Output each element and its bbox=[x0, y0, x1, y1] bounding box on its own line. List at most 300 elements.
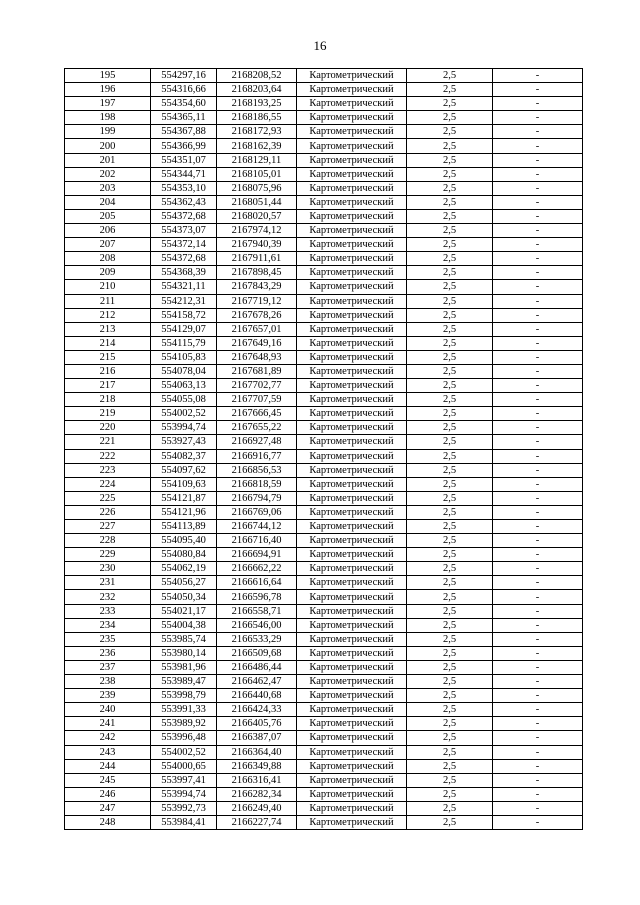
description-cell: - bbox=[493, 520, 583, 534]
point-number-cell: 247 bbox=[65, 801, 151, 815]
table-row bbox=[65, 618, 583, 632]
table-row bbox=[65, 111, 583, 125]
point-number-cell: 218 bbox=[65, 393, 151, 407]
description-cell: - bbox=[493, 449, 583, 463]
x-coordinate-cell: 553994,74 bbox=[151, 787, 217, 801]
y-coordinate-cell: 2167843,29 bbox=[217, 280, 297, 294]
y-coordinate-cell: 2168162,39 bbox=[217, 139, 297, 153]
method-cell: Картометрический bbox=[297, 689, 407, 703]
x-coordinate-cell: 554365,11 bbox=[151, 111, 217, 125]
description-cell: - bbox=[493, 759, 583, 773]
point-number-cell: 231 bbox=[65, 576, 151, 590]
precision-cell: 2,5 bbox=[407, 421, 493, 435]
x-coordinate-cell: 554129,07 bbox=[151, 322, 217, 336]
description-cell: - bbox=[493, 224, 583, 238]
description-cell: - bbox=[493, 801, 583, 815]
precision-cell: 2,5 bbox=[407, 308, 493, 322]
y-coordinate-cell: 2166249,40 bbox=[217, 801, 297, 815]
x-coordinate-cell: 554351,07 bbox=[151, 153, 217, 167]
x-coordinate-cell: 553981,96 bbox=[151, 660, 217, 674]
y-coordinate-cell: 2166616,64 bbox=[217, 576, 297, 590]
point-number-cell: 225 bbox=[65, 491, 151, 505]
point-number-cell: 230 bbox=[65, 562, 151, 576]
y-coordinate-cell: 2166596,78 bbox=[217, 590, 297, 604]
precision-cell: 2,5 bbox=[407, 379, 493, 393]
description-cell: - bbox=[493, 675, 583, 689]
y-coordinate-cell: 2167898,45 bbox=[217, 266, 297, 280]
table-row bbox=[65, 689, 583, 703]
table-row bbox=[65, 477, 583, 491]
y-coordinate-cell: 2167681,89 bbox=[217, 364, 297, 378]
table-row bbox=[65, 266, 583, 280]
description-cell: - bbox=[493, 336, 583, 350]
method-cell: Картометрический bbox=[297, 167, 407, 181]
table-row bbox=[65, 435, 583, 449]
y-coordinate-cell: 2167657,01 bbox=[217, 322, 297, 336]
x-coordinate-cell: 554105,83 bbox=[151, 350, 217, 364]
method-cell: Картометрический bbox=[297, 618, 407, 632]
x-coordinate-cell: 553991,33 bbox=[151, 703, 217, 717]
y-coordinate-cell: 2168172,93 bbox=[217, 125, 297, 139]
table-row bbox=[65, 773, 583, 787]
description-cell: - bbox=[493, 393, 583, 407]
table-row bbox=[65, 379, 583, 393]
point-number-cell: 203 bbox=[65, 181, 151, 195]
point-number-cell: 246 bbox=[65, 787, 151, 801]
precision-cell: 2,5 bbox=[407, 491, 493, 505]
point-number-cell: 222 bbox=[65, 449, 151, 463]
method-cell: Картометрический bbox=[297, 125, 407, 139]
description-cell: - bbox=[493, 590, 583, 604]
description-cell: - bbox=[493, 69, 583, 83]
table-row bbox=[65, 576, 583, 590]
precision-cell: 2,5 bbox=[407, 449, 493, 463]
precision-cell: 2,5 bbox=[407, 83, 493, 97]
description-cell: - bbox=[493, 111, 583, 125]
x-coordinate-cell: 554321,11 bbox=[151, 280, 217, 294]
precision-cell: 2,5 bbox=[407, 717, 493, 731]
x-coordinate-cell: 554372,14 bbox=[151, 238, 217, 252]
point-number-cell: 242 bbox=[65, 731, 151, 745]
table-row bbox=[65, 364, 583, 378]
method-cell: Картометрический bbox=[297, 787, 407, 801]
x-coordinate-cell: 554062,19 bbox=[151, 562, 217, 576]
method-cell: Картометрический bbox=[297, 421, 407, 435]
method-cell: Картометрический bbox=[297, 491, 407, 505]
x-coordinate-cell: 554097,62 bbox=[151, 463, 217, 477]
method-cell: Картометрический bbox=[297, 238, 407, 252]
method-cell: Картометрический bbox=[297, 646, 407, 660]
precision-cell: 2,5 bbox=[407, 815, 493, 829]
point-number-cell: 228 bbox=[65, 534, 151, 548]
description-cell: - bbox=[493, 787, 583, 801]
x-coordinate-cell: 553994,74 bbox=[151, 421, 217, 435]
x-coordinate-cell: 554366,99 bbox=[151, 139, 217, 153]
x-coordinate-cell: 554050,34 bbox=[151, 590, 217, 604]
method-cell: Картометрический bbox=[297, 590, 407, 604]
precision-cell: 2,5 bbox=[407, 350, 493, 364]
description-cell: - bbox=[493, 576, 583, 590]
x-coordinate-cell: 554344,71 bbox=[151, 167, 217, 181]
method-cell: Картометрический bbox=[297, 153, 407, 167]
x-coordinate-cell: 554004,38 bbox=[151, 618, 217, 632]
method-cell: Картометрический bbox=[297, 632, 407, 646]
precision-cell: 2,5 bbox=[407, 689, 493, 703]
description-cell: - bbox=[493, 477, 583, 491]
x-coordinate-cell: 553989,92 bbox=[151, 717, 217, 731]
point-number-cell: 213 bbox=[65, 322, 151, 336]
description-cell: - bbox=[493, 689, 583, 703]
point-number-cell: 238 bbox=[65, 675, 151, 689]
y-coordinate-cell: 2167655,22 bbox=[217, 421, 297, 435]
y-coordinate-cell: 2166364,40 bbox=[217, 745, 297, 759]
point-number-cell: 197 bbox=[65, 97, 151, 111]
description-cell: - bbox=[493, 435, 583, 449]
method-cell: Картометрический bbox=[297, 364, 407, 378]
x-coordinate-cell: 554316,66 bbox=[151, 83, 217, 97]
point-number-cell: 198 bbox=[65, 111, 151, 125]
coordinates-table bbox=[64, 68, 583, 830]
x-coordinate-cell: 554080,84 bbox=[151, 548, 217, 562]
method-cell: Картометрический bbox=[297, 195, 407, 209]
description-cell: - bbox=[493, 815, 583, 829]
table-row bbox=[65, 308, 583, 322]
method-cell: Картометрический bbox=[297, 69, 407, 83]
method-cell: Картометрический bbox=[297, 266, 407, 280]
table-row bbox=[65, 548, 583, 562]
y-coordinate-cell: 2166227,74 bbox=[217, 815, 297, 829]
x-coordinate-cell: 554297,16 bbox=[151, 69, 217, 83]
precision-cell: 2,5 bbox=[407, 125, 493, 139]
point-number-cell: 201 bbox=[65, 153, 151, 167]
table-row bbox=[65, 801, 583, 815]
precision-cell: 2,5 bbox=[407, 407, 493, 421]
y-coordinate-cell: 2168208,52 bbox=[217, 69, 297, 83]
x-coordinate-cell: 553996,48 bbox=[151, 731, 217, 745]
method-cell: Картометрический bbox=[297, 759, 407, 773]
precision-cell: 2,5 bbox=[407, 209, 493, 223]
table-row bbox=[65, 294, 583, 308]
precision-cell: 2,5 bbox=[407, 548, 493, 562]
y-coordinate-cell: 2166282,34 bbox=[217, 787, 297, 801]
description-cell: - bbox=[493, 125, 583, 139]
method-cell: Картометрический bbox=[297, 703, 407, 717]
point-number-cell: 240 bbox=[65, 703, 151, 717]
x-coordinate-cell: 554056,27 bbox=[151, 576, 217, 590]
table-row bbox=[65, 646, 583, 660]
x-coordinate-cell: 554362,43 bbox=[151, 195, 217, 209]
y-coordinate-cell: 2166744,12 bbox=[217, 520, 297, 534]
y-coordinate-cell: 2167648,93 bbox=[217, 350, 297, 364]
precision-cell: 2,5 bbox=[407, 195, 493, 209]
method-cell: Картометрический bbox=[297, 111, 407, 125]
table-row bbox=[65, 336, 583, 350]
method-cell: Картометрический bbox=[297, 350, 407, 364]
table-row bbox=[65, 731, 583, 745]
precision-cell: 2,5 bbox=[407, 590, 493, 604]
point-number-cell: 245 bbox=[65, 773, 151, 787]
table-row bbox=[65, 238, 583, 252]
precision-cell: 2,5 bbox=[407, 505, 493, 519]
point-number-cell: 220 bbox=[65, 421, 151, 435]
description-cell: - bbox=[493, 421, 583, 435]
y-coordinate-cell: 2166716,40 bbox=[217, 534, 297, 548]
x-coordinate-cell: 554158,72 bbox=[151, 308, 217, 322]
point-number-cell: 226 bbox=[65, 505, 151, 519]
y-coordinate-cell: 2166349,88 bbox=[217, 759, 297, 773]
description-cell: - bbox=[493, 632, 583, 646]
table-row bbox=[65, 125, 583, 139]
description-cell: - bbox=[493, 407, 583, 421]
description-cell: - bbox=[493, 491, 583, 505]
x-coordinate-cell: 554354,60 bbox=[151, 97, 217, 111]
x-coordinate-cell: 553998,79 bbox=[151, 689, 217, 703]
method-cell: Картометрический bbox=[297, 139, 407, 153]
table-row bbox=[65, 407, 583, 421]
method-cell: Картометрический bbox=[297, 562, 407, 576]
point-number-cell: 215 bbox=[65, 350, 151, 364]
precision-cell: 2,5 bbox=[407, 801, 493, 815]
y-coordinate-cell: 2166927,48 bbox=[217, 435, 297, 449]
table-row bbox=[65, 562, 583, 576]
table-row bbox=[65, 449, 583, 463]
description-cell: - bbox=[493, 379, 583, 393]
method-cell: Картометрический bbox=[297, 209, 407, 223]
precision-cell: 2,5 bbox=[407, 294, 493, 308]
precision-cell: 2,5 bbox=[407, 477, 493, 491]
point-number-cell: 202 bbox=[65, 167, 151, 181]
coordinates-table-body bbox=[65, 69, 583, 830]
point-number-cell: 235 bbox=[65, 632, 151, 646]
table-row bbox=[65, 590, 583, 604]
precision-cell: 2,5 bbox=[407, 703, 493, 717]
description-cell: - bbox=[493, 83, 583, 97]
method-cell: Картометрический bbox=[297, 745, 407, 759]
method-cell: Картометрический bbox=[297, 336, 407, 350]
precision-cell: 2,5 bbox=[407, 660, 493, 674]
table-row bbox=[65, 632, 583, 646]
precision-cell: 2,5 bbox=[407, 364, 493, 378]
y-coordinate-cell: 2166387,07 bbox=[217, 731, 297, 745]
method-cell: Картометрический bbox=[297, 773, 407, 787]
x-coordinate-cell: 554372,68 bbox=[151, 252, 217, 266]
precision-cell: 2,5 bbox=[407, 463, 493, 477]
y-coordinate-cell: 2167719,12 bbox=[217, 294, 297, 308]
point-number-cell: 208 bbox=[65, 252, 151, 266]
method-cell: Картометрический bbox=[297, 801, 407, 815]
point-number-cell: 199 bbox=[65, 125, 151, 139]
description-cell: - bbox=[493, 322, 583, 336]
point-number-cell: 244 bbox=[65, 759, 151, 773]
table-row bbox=[65, 280, 583, 294]
table-row bbox=[65, 97, 583, 111]
precision-cell: 2,5 bbox=[407, 97, 493, 111]
table-row bbox=[65, 421, 583, 435]
precision-cell: 2,5 bbox=[407, 336, 493, 350]
description-cell: - bbox=[493, 745, 583, 759]
table-row bbox=[65, 83, 583, 97]
method-cell: Картометрический bbox=[297, 294, 407, 308]
y-coordinate-cell: 2166818,59 bbox=[217, 477, 297, 491]
point-number-cell: 209 bbox=[65, 266, 151, 280]
description-cell: - bbox=[493, 209, 583, 223]
precision-cell: 2,5 bbox=[407, 646, 493, 660]
y-coordinate-cell: 2168020,57 bbox=[217, 209, 297, 223]
x-coordinate-cell: 554055,08 bbox=[151, 393, 217, 407]
precision-cell: 2,5 bbox=[407, 604, 493, 618]
y-coordinate-cell: 2166316,41 bbox=[217, 773, 297, 787]
table-row bbox=[65, 393, 583, 407]
method-cell: Картометрический bbox=[297, 83, 407, 97]
x-coordinate-cell: 554121,96 bbox=[151, 505, 217, 519]
description-cell: - bbox=[493, 505, 583, 519]
x-coordinate-cell: 553989,47 bbox=[151, 675, 217, 689]
point-number-cell: 196 bbox=[65, 83, 151, 97]
y-coordinate-cell: 2167911,61 bbox=[217, 252, 297, 266]
y-coordinate-cell: 2168105,01 bbox=[217, 167, 297, 181]
x-coordinate-cell: 554353,10 bbox=[151, 181, 217, 195]
point-number-cell: 229 bbox=[65, 548, 151, 562]
precision-cell: 2,5 bbox=[407, 181, 493, 195]
description-cell: - bbox=[493, 660, 583, 674]
table-row bbox=[65, 534, 583, 548]
y-coordinate-cell: 2167678,26 bbox=[217, 308, 297, 322]
table-row bbox=[65, 759, 583, 773]
y-coordinate-cell: 2168129,11 bbox=[217, 153, 297, 167]
table-row bbox=[65, 717, 583, 731]
precision-cell: 2,5 bbox=[407, 745, 493, 759]
point-number-cell: 236 bbox=[65, 646, 151, 660]
precision-cell: 2,5 bbox=[407, 280, 493, 294]
point-number-cell: 221 bbox=[65, 435, 151, 449]
description-cell: - bbox=[493, 618, 583, 632]
method-cell: Картометрический bbox=[297, 181, 407, 195]
x-coordinate-cell: 553980,14 bbox=[151, 646, 217, 660]
y-coordinate-cell: 2166440,68 bbox=[217, 689, 297, 703]
x-coordinate-cell: 554063,13 bbox=[151, 379, 217, 393]
point-number-cell: 204 bbox=[65, 195, 151, 209]
table-row bbox=[65, 139, 583, 153]
description-cell: - bbox=[493, 280, 583, 294]
point-number-cell: 210 bbox=[65, 280, 151, 294]
x-coordinate-cell: 554002,52 bbox=[151, 745, 217, 759]
x-coordinate-cell: 554021,17 bbox=[151, 604, 217, 618]
y-coordinate-cell: 2166662,22 bbox=[217, 562, 297, 576]
description-cell: - bbox=[493, 717, 583, 731]
precision-cell: 2,5 bbox=[407, 759, 493, 773]
point-number-cell: 206 bbox=[65, 224, 151, 238]
point-number-cell: 237 bbox=[65, 660, 151, 674]
y-coordinate-cell: 2167666,45 bbox=[217, 407, 297, 421]
method-cell: Картометрический bbox=[297, 604, 407, 618]
y-coordinate-cell: 2166694,91 bbox=[217, 548, 297, 562]
method-cell: Картометрический bbox=[297, 548, 407, 562]
description-cell: - bbox=[493, 703, 583, 717]
x-coordinate-cell: 554368,39 bbox=[151, 266, 217, 280]
method-cell: Картометрический bbox=[297, 407, 407, 421]
x-coordinate-cell: 553992,73 bbox=[151, 801, 217, 815]
precision-cell: 2,5 bbox=[407, 266, 493, 280]
point-number-cell: 224 bbox=[65, 477, 151, 491]
method-cell: Картометрический bbox=[297, 534, 407, 548]
method-cell: Картометрический bbox=[297, 717, 407, 731]
y-coordinate-cell: 2168193,25 bbox=[217, 97, 297, 111]
method-cell: Картометрический bbox=[297, 576, 407, 590]
table-row bbox=[65, 322, 583, 336]
precision-cell: 2,5 bbox=[407, 435, 493, 449]
precision-cell: 2,5 bbox=[407, 322, 493, 336]
method-cell: Картометрический bbox=[297, 675, 407, 689]
table-row bbox=[65, 167, 583, 181]
point-number-cell: 214 bbox=[65, 336, 151, 350]
precision-cell: 2,5 bbox=[407, 675, 493, 689]
x-coordinate-cell: 554367,88 bbox=[151, 125, 217, 139]
y-coordinate-cell: 2166856,53 bbox=[217, 463, 297, 477]
y-coordinate-cell: 2166509,68 bbox=[217, 646, 297, 660]
method-cell: Картометрический bbox=[297, 435, 407, 449]
table-row bbox=[65, 660, 583, 674]
y-coordinate-cell: 2168051,44 bbox=[217, 195, 297, 209]
y-coordinate-cell: 2166405,76 bbox=[217, 717, 297, 731]
precision-cell: 2,5 bbox=[407, 111, 493, 125]
precision-cell: 2,5 bbox=[407, 576, 493, 590]
y-coordinate-cell: 2167974,12 bbox=[217, 224, 297, 238]
precision-cell: 2,5 bbox=[407, 238, 493, 252]
method-cell: Картометрический bbox=[297, 308, 407, 322]
table-row bbox=[65, 745, 583, 759]
x-coordinate-cell: 554095,40 bbox=[151, 534, 217, 548]
description-cell: - bbox=[493, 195, 583, 209]
y-coordinate-cell: 2166533,29 bbox=[217, 632, 297, 646]
description-cell: - bbox=[493, 646, 583, 660]
description-cell: - bbox=[493, 773, 583, 787]
method-cell: Картометрический bbox=[297, 660, 407, 674]
y-coordinate-cell: 2168186,55 bbox=[217, 111, 297, 125]
method-cell: Картометрический bbox=[297, 280, 407, 294]
method-cell: Картометрический bbox=[297, 731, 407, 745]
table-row bbox=[65, 463, 583, 477]
description-cell: - bbox=[493, 167, 583, 181]
point-number-cell: 207 bbox=[65, 238, 151, 252]
y-coordinate-cell: 2167649,16 bbox=[217, 336, 297, 350]
x-coordinate-cell: 553985,74 bbox=[151, 632, 217, 646]
description-cell: - bbox=[493, 534, 583, 548]
x-coordinate-cell: 554113,89 bbox=[151, 520, 217, 534]
y-coordinate-cell: 2166486,44 bbox=[217, 660, 297, 674]
precision-cell: 2,5 bbox=[407, 562, 493, 576]
description-cell: - bbox=[493, 604, 583, 618]
precision-cell: 2,5 bbox=[407, 731, 493, 745]
description-cell: - bbox=[493, 153, 583, 167]
precision-cell: 2,5 bbox=[407, 167, 493, 181]
x-coordinate-cell: 554002,52 bbox=[151, 407, 217, 421]
page-number: 16 bbox=[313, 38, 327, 53]
x-coordinate-cell: 554212,31 bbox=[151, 294, 217, 308]
point-number-cell: 243 bbox=[65, 745, 151, 759]
description-cell: - bbox=[493, 308, 583, 322]
point-number-cell: 217 bbox=[65, 379, 151, 393]
table-row bbox=[65, 69, 583, 83]
table-row bbox=[65, 153, 583, 167]
y-coordinate-cell: 2166769,06 bbox=[217, 505, 297, 519]
description-cell: - bbox=[493, 139, 583, 153]
method-cell: Картометрический bbox=[297, 97, 407, 111]
x-coordinate-cell: 553997,41 bbox=[151, 773, 217, 787]
table-row bbox=[65, 815, 583, 829]
precision-cell: 2,5 bbox=[407, 69, 493, 83]
x-coordinate-cell: 554121,87 bbox=[151, 491, 217, 505]
y-coordinate-cell: 2166462,47 bbox=[217, 675, 297, 689]
